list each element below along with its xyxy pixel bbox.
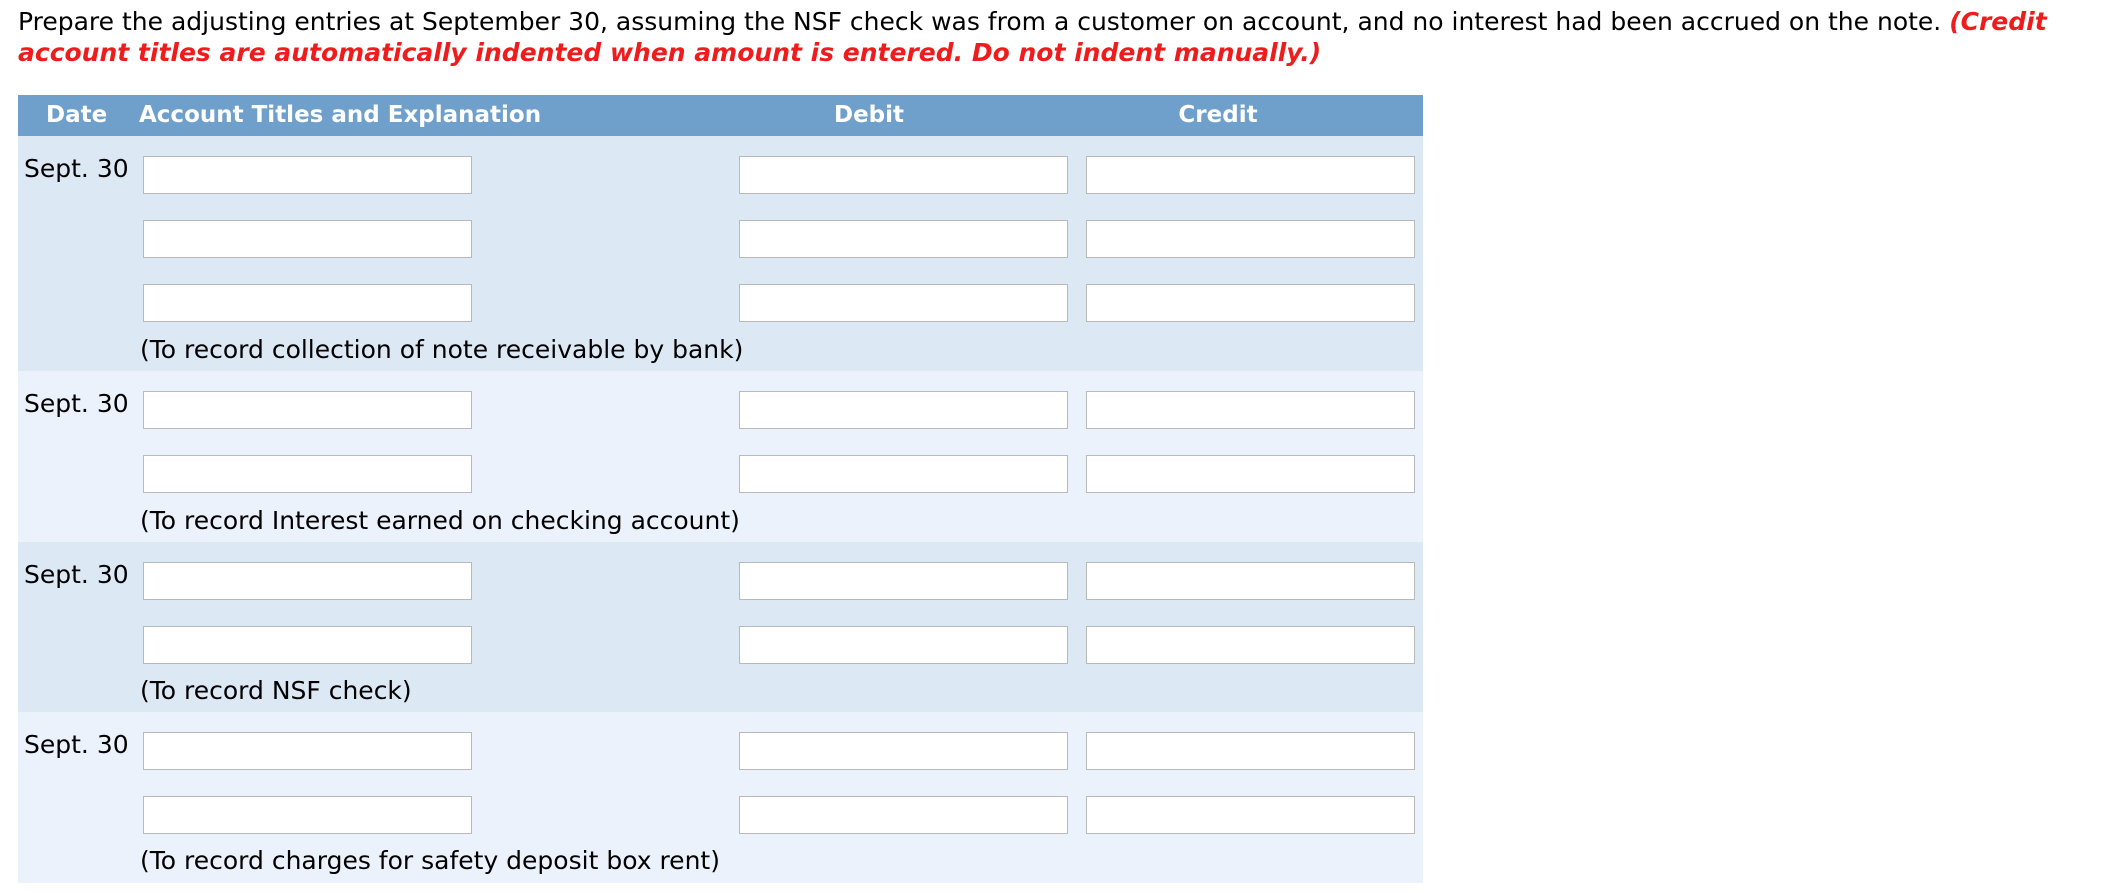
account-title-input[interactable]: [143, 796, 472, 834]
header-date: Date: [46, 102, 108, 128]
entry-date: Sept. 30: [24, 560, 129, 589]
account-title-input[interactable]: [143, 284, 472, 322]
entry-explanation: (To record collection of note receivable by bank): [140, 335, 744, 364]
header-credit: Credit: [1178, 102, 1258, 128]
journal-entry-4: [18, 712, 1423, 883]
credit-input[interactable]: [1086, 284, 1415, 322]
credit-input[interactable]: [1086, 732, 1415, 770]
entry-date: Sept. 30: [24, 389, 129, 418]
debit-input[interactable]: [739, 626, 1068, 664]
journal-entry-table: [18, 95, 1423, 883]
debit-input[interactable]: [739, 796, 1068, 834]
debit-input[interactable]: [739, 156, 1068, 194]
header-debit: Debit: [833, 102, 905, 128]
journal-entry-2: [18, 371, 1423, 542]
account-title-input[interactable]: [143, 562, 472, 600]
entry-explanation: (To record Interest earned on checking account): [140, 506, 740, 535]
instructions-note: (Credit account titles are automatically indented when amount is entered. Do not indent manually.): [18, 7, 2047, 67]
credit-input[interactable]: [1086, 796, 1415, 834]
account-title-input[interactable]: [143, 732, 472, 770]
header-account-titles: Account Titles and Explanation: [139, 102, 542, 128]
credit-input[interactable]: [1086, 156, 1415, 194]
account-title-input[interactable]: [143, 455, 472, 493]
account-title-input[interactable]: [143, 156, 472, 194]
entry-date: Sept. 30: [24, 730, 129, 759]
debit-input[interactable]: [739, 732, 1068, 770]
table-header: [18, 95, 1423, 136]
debit-input[interactable]: [739, 284, 1068, 322]
entry-explanation: (To record charges for safety deposit box rent): [140, 846, 720, 875]
entry-date: Sept. 30: [24, 154, 129, 183]
credit-input[interactable]: [1086, 626, 1415, 664]
account-title-input[interactable]: [143, 391, 472, 429]
credit-input[interactable]: [1086, 455, 1415, 493]
account-title-input[interactable]: [143, 626, 472, 664]
credit-input[interactable]: [1086, 220, 1415, 258]
credit-input[interactable]: [1086, 562, 1415, 600]
debit-input[interactable]: [739, 455, 1068, 493]
instructions: [18, 6, 2098, 68]
instructions-text: Prepare the adjusting entries at September 30, assuming the NSF check was from a customer on account, and no interest had been accrued on the note.: [18, 7, 1942, 36]
debit-input[interactable]: [739, 391, 1068, 429]
journal-entry-3: [18, 542, 1423, 712]
journal-entry-1: [18, 136, 1423, 371]
debit-input[interactable]: [739, 220, 1068, 258]
entry-explanation: (To record NSF check): [140, 676, 412, 705]
credit-input[interactable]: [1086, 391, 1415, 429]
debit-input[interactable]: [739, 562, 1068, 600]
account-title-input[interactable]: [143, 220, 472, 258]
